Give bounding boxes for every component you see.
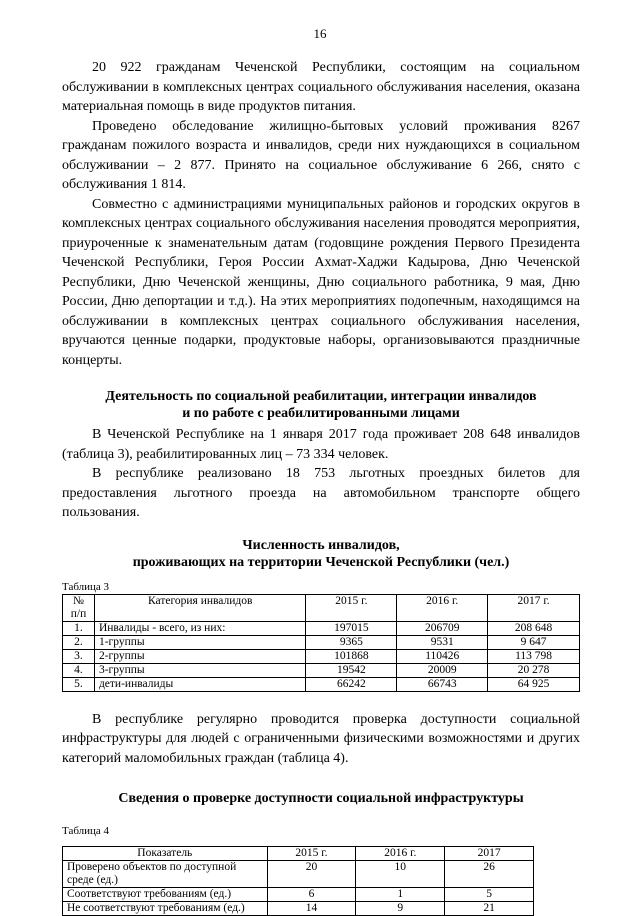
table3-title-line1: Численность инвалидов, xyxy=(242,537,400,553)
paragraph-disabled-count: В Чеченской Республике на 1 января 2017 года проживает 208 648 инвалидов (таблица 3), реабилитированных лиц – 73 334 человек. xyxy=(62,427,580,462)
table4-header-2017: 2017 xyxy=(445,847,534,861)
table3-cell: 3. xyxy=(63,649,95,663)
table3-cell: 66743 xyxy=(397,677,488,691)
page-number: 16 xyxy=(313,26,327,41)
table4-cell: 14 xyxy=(267,902,356,916)
table3-cell: 9531 xyxy=(397,635,488,649)
table3-cell: 1-группы xyxy=(94,635,306,649)
table4-cell: Соответствуют требованиям (ед.) xyxy=(63,888,268,902)
table4-title: Сведения о проверке доступности социальной инфраструктуры xyxy=(118,791,524,806)
table-row xyxy=(63,663,580,677)
table3-cell: 64 925 xyxy=(488,677,580,691)
table4-header-2016: 2016 г. xyxy=(356,847,445,861)
section-heading-line2: и по работе с реабилитированными лицами xyxy=(182,406,460,421)
table-row xyxy=(63,902,534,916)
table3-cell: 9 647 xyxy=(488,635,580,649)
table3-cell: Инвалиды - всего, из них: xyxy=(94,621,306,635)
table3 xyxy=(62,594,580,692)
table4-cell: 5 xyxy=(445,888,534,902)
table3-header-row xyxy=(63,594,580,621)
table4-cell: Не соответствуют требованиям (ед.) xyxy=(63,902,268,916)
table4-cell: 20 xyxy=(267,861,356,888)
table4-header-2015: 2015 г. xyxy=(267,847,356,861)
table3-header-num: № п/п xyxy=(63,594,95,621)
table4-header-row xyxy=(63,847,534,861)
paragraph-food-aid: 20 922 гражданам Чеченской Республики, состоящим на социальном обслуживании в комплексных центрах социального обслуживания населения, оказана материальная помощь в виде продуктов питания. xyxy=(62,60,580,114)
paragraph-travel-tickets: В республике реализовано 18 753 льготных проездных билетов для предоставления льготного проезда на автомобильном транспорте общего пользования. xyxy=(62,466,580,520)
table4-cell: 10 xyxy=(356,861,445,888)
table-row xyxy=(63,621,580,635)
page-content xyxy=(62,58,580,916)
table-row xyxy=(63,888,534,902)
table4-cell: 21 xyxy=(445,902,534,916)
table3-cell: 5. xyxy=(63,677,95,691)
table3-cell: 2-группы xyxy=(94,649,306,663)
table4-cell: 1 xyxy=(356,888,445,902)
table3-cell: 20 278 xyxy=(488,663,580,677)
table3-cell: 9365 xyxy=(306,635,397,649)
table3-cell: 4. xyxy=(63,663,95,677)
table3-cell: 110426 xyxy=(397,649,488,663)
table4-header-indicator: Показатель xyxy=(63,847,268,861)
table3-header-2015: 2015 г. xyxy=(306,594,397,621)
table3-cell: 3-группы xyxy=(94,663,306,677)
table3-cell: 197015 xyxy=(306,621,397,635)
table4 xyxy=(62,846,534,916)
table3-title-line2: проживающих на территории Чеченской Республики (чел.) xyxy=(132,554,510,570)
table3-cell: 206709 xyxy=(397,621,488,635)
table3-header-category: Категория инвалидов xyxy=(94,594,306,621)
table3-header-2016: 2016 г. xyxy=(397,594,488,621)
table3-header-2017: 2017 г. xyxy=(488,594,580,621)
table4-cell: Проверено объектов по доступной среде (ед.) xyxy=(63,861,268,888)
table3-cell: 208 648 xyxy=(488,621,580,635)
table-row xyxy=(63,861,534,888)
table3-cell: 19542 xyxy=(306,663,397,677)
table3-cell: 1. xyxy=(63,621,95,635)
table-row xyxy=(63,677,580,691)
table4-cell: 9 xyxy=(356,902,445,916)
table3-cell: 66242 xyxy=(306,677,397,691)
table3-cell: 2. xyxy=(63,635,95,649)
paragraph-events: Совместно с администрациями муниципальных районов и городских округов в комплексных центрах социального обслуживания населения проводятся мероприятия, приуроченные к знаменательным датам (годовщине рождения Первого Президента Чеченской Республики, Героя России Ахмат-Хаджи Кадырова, Дню Чеченской Республики, Дню Чеченской женщины, Дню социального работника, 9 мая, Дню России, Дню депортации и т.д.). На этих мероприятиях подопечным, находящимся на обслуживании в комплексных центрах социального обслуживания населения, вручаются ценные подарки, продуктовые наборы, организовываются праздничные концерты. xyxy=(62,196,580,368)
table-row xyxy=(63,635,580,649)
table3-cell: 101868 xyxy=(306,649,397,663)
paragraph-accessibility: В республике регулярно проводится проверка доступности социальной инфраструктуры для людей с ограниченными физическими возможностями и других категорий маломобильных граждан (таблица 4). xyxy=(62,711,580,766)
paragraph-housing-survey: Проведено обследование жилищно-бытовых условий проживания 8267 гражданам пожилого возраста и инвалидов, среди них нуждающихся в социальном обслуживании – 2 877. Принято на социальное обслуживание 6 266, снято с обслуживания 1 814. xyxy=(62,118,580,192)
table3-cell: дети-инвалиды xyxy=(94,677,306,691)
table3-label: Таблица 3 xyxy=(62,580,110,593)
section-heading-line1: Деятельность по социальной реабилитации, интеграции инвалидов xyxy=(105,389,537,404)
table4-label: Таблица 4 xyxy=(62,825,110,837)
table3-cell: 20009 xyxy=(397,663,488,677)
table4-cell: 6 xyxy=(267,888,356,902)
table4-cell: 26 xyxy=(445,861,534,888)
table-row xyxy=(63,649,580,663)
table3-cell: 113 798 xyxy=(488,649,580,663)
